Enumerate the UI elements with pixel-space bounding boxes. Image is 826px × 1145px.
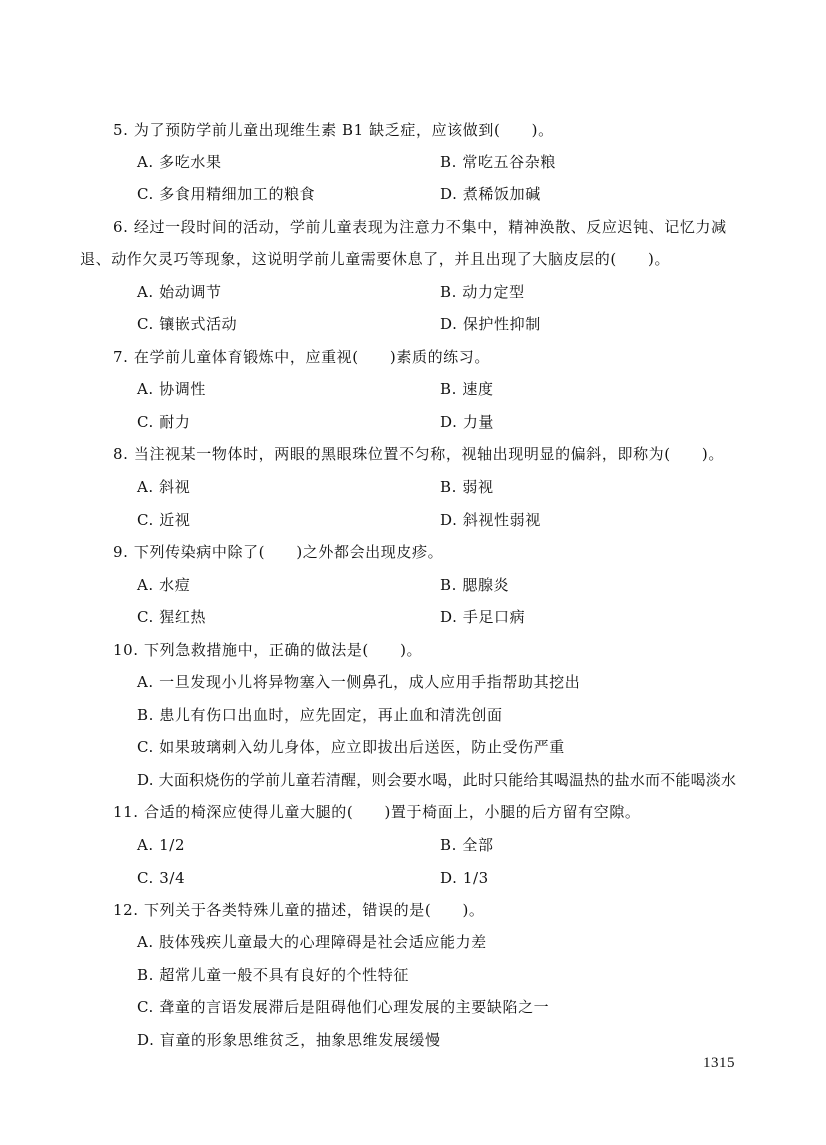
question-6-option-c: C. 镶嵌式活动 [137, 315, 238, 333]
question-7-option-a: A. 协调性 [137, 380, 206, 398]
question-6-stem-continued: 退、动作欠灵巧等现象，这说明学前儿童需要休息了，并且出现了大脑皮层的( )。 [80, 250, 671, 268]
question-5-stem: 5. 为了预防学前儿童出现维生素 B1 缺乏症，应该做到( )。 [113, 121, 554, 139]
question-12-stem: 12. 下列关于各类特殊儿童的描述，错误的是( )。 [113, 901, 485, 919]
question-8-option-b: B. 弱视 [440, 478, 494, 496]
question-7-option-d: D. 力量 [440, 413, 495, 431]
question-10-stem: 10. 下列急救措施中，正确的做法是( )。 [113, 641, 423, 659]
question-5-option-b: B. 常吃五谷杂粮 [440, 153, 556, 171]
question-11-option-a: A. 1/2 [137, 836, 186, 854]
question-11-option-c: C. 3/4 [137, 869, 186, 887]
question-8-option-d: D. 斜视性弱视 [440, 511, 541, 529]
page-number: 1315 [703, 1055, 735, 1071]
question-10-option-c: C. 如果玻璃刺入幼儿身体，应立即拔出后送医，防止受伤严重 [137, 738, 565, 756]
question-10-option-d: D. 大面积烧伤的学前儿童若清醒，则会要水喝，此时只能给其喝温热的盐水而不能喝淡水 [137, 771, 737, 789]
question-11-stem: 11. 合适的椅深应使得儿童大腿的( )置于椅面上，小腿的后方留有空隙。 [113, 803, 641, 821]
question-5-option-a: A. 多吃水果 [137, 153, 222, 171]
question-9-option-d: D. 手足口病 [440, 608, 526, 626]
question-9-stem: 9. 下列传染病中除了( )之外都会出现皮疹。 [113, 543, 444, 561]
question-9-option-c: C. 猩红热 [137, 608, 207, 626]
question-6-option-d: D. 保护性抑制 [440, 315, 541, 333]
question-7-stem: 7. 在学前儿童体育锻炼中，应重视( )素质的练习。 [113, 348, 490, 366]
question-9-option-b: B. 腮腺炎 [440, 576, 510, 594]
question-11-option-b: B. 全部 [440, 836, 494, 854]
question-12-option-a: A. 肢体残疾儿童最大的心理障碍是社会适应能力差 [137, 933, 487, 951]
question-12-option-d: D. 盲童的形象思维贫乏，抽象思维发展缓慢 [137, 1031, 441, 1049]
question-10-option-b: B. 患儿有伤口出血时，应先固定，再止血和清洗创面 [137, 706, 503, 724]
question-11-option-d: D. 1/3 [440, 869, 489, 887]
question-12-option-b: B. 超常儿童一般不具有良好的个性特征 [137, 966, 409, 984]
question-10-option-a: A. 一旦发现小儿将异物塞入一侧鼻孔，成人应用手指帮助其挖出 [137, 673, 581, 691]
question-6-option-b: B. 动力定型 [440, 283, 525, 301]
question-8-option-a: A. 斜视 [137, 478, 191, 496]
question-7-option-c: C. 耐力 [137, 413, 191, 431]
question-8-stem: 8. 当注视某一物体时，两眼的黑眼珠位置不匀称，视轴出现明显的偏斜，即称为( )。 [113, 445, 724, 463]
question-6-option-a: A. 始动调节 [137, 283, 222, 301]
question-5-option-c: C. 多食用精细加工的粮食 [137, 185, 316, 203]
question-7-option-b: B. 速度 [440, 380, 494, 398]
question-5-option-d: D. 煮稀饭加碱 [440, 185, 541, 203]
question-9-option-a: A. 水痘 [137, 576, 191, 594]
question-6-stem: 6. 经过一段时间的活动，学前儿童表现为注意力不集中，精神涣散、反应迟钝、记忆力减 [113, 218, 727, 236]
question-8-option-c: C. 近视 [137, 511, 191, 529]
question-12-option-c: C. 聋童的言语发展滞后是阻碍他们心理发展的主要缺陷之一 [137, 998, 550, 1016]
